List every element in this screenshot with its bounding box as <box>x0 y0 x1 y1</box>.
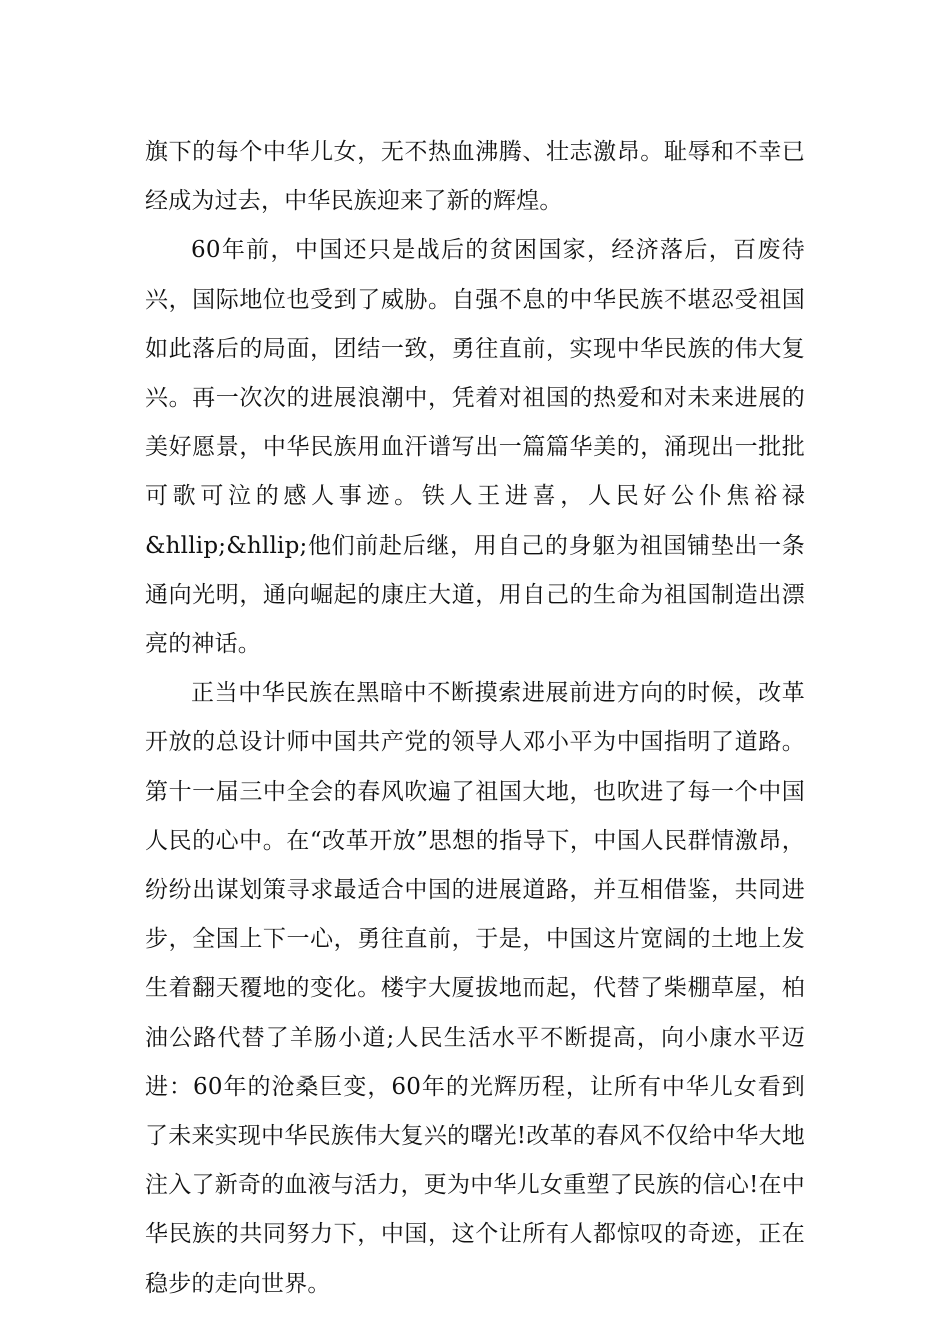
paragraph-2: 60年前，中国还只是战后的贫困国家，经济落后，百废待兴，国际地位也受到了威胁。自强不息的中华民族不堪忍受祖国如此落后的局面，团结一致，勇往直前，实现中华民族的伟大复兴。再一次次的进展浪潮中，凭着对祖国的热爱和对未来进展的美好愿景，中华民族用血汗谱写出一篇篇华美的，涌现出一批批可歌可泣的感人事迹。铁人王进喜，人民好公仆焦裕禄&hllip;&hllip;他们前赴后继，用自己的身躯为祖国铺垫出一条通向光明，通向崛起的康庄大道，用自己的生命为祖国制造出漂亮的神话。 <box>145 237 805 658</box>
paragraph-1: 旗下的每个中华儿女，无不热血沸腾、壮志激昂。耻辱和不幸已经成为过去，中华民族迎来了新的辉煌。 <box>145 139 805 215</box>
paragraph-3: 正当中华民族在黑暗中不断摸索进展前进方向的时候，改革开放的总设计师中国共产党的领导人邓小平为中国指明了道路。第十一届三中全会的春风吹遍了祖国大地，也吹进了每一个中国人民的心中。在“改革开放”思想的指导下，中国人民群情激昂，纷纷出谋划策寻求最适合中国的进展道路，并互相借鉴，共同进步，全国上下一心，勇往直前，于是，中国这片宽阔的土地上发生着翻天覆地的变化。楼宇大厦拔地而起，代替了柴棚草屋，柏油公路代替了羊肠小道;人民生活水平不断提高，向小康水平迈进：60年的沧桑巨变，60年的光辉历程，让所有中华儿女看到了未来实现中华民族伟大复兴的曙光!改革的春风不仅给中华大地注入了新奇的血液与活力，更为中华儿女重塑了民族的信心!在中华民族的共同努力下，中国，这个让所有人都惊叹的奇迹，正在稳步的走向世界。 <box>145 680 805 1297</box>
document-body <box>145 128 805 1309</box>
